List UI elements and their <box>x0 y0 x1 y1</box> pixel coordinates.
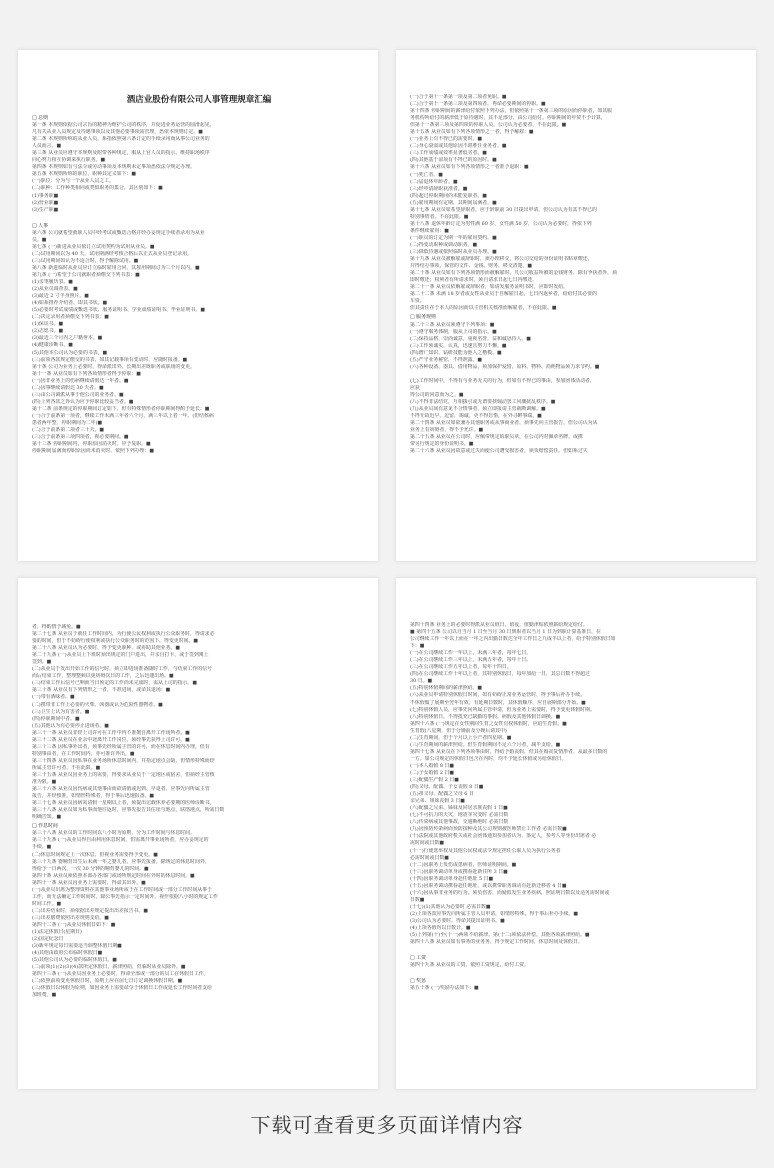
document-page-3 <box>18 578 378 1089</box>
text-line: (三)由公司调派从事于他公司的业务者。■ <box>32 391 124 398</box>
text-line: (1)法定休假日(星期日) <box>32 929 82 936</box>
text-line: 必需时间或日数■ <box>410 854 449 861</box>
text-line: (二)休息时间规定上一次休息，但视业务需要得予变更。■ <box>32 851 158 858</box>
text-line: (3)最近三个月内之户籍誊本。■ <box>32 335 103 342</box>
text-line: 第六条 公司就希望就职人员中经考试或甄选合格并经办妥规定手续者录用为从业 <box>32 229 205 236</box>
text-line: (二)从业员于发出开始工作的信号时，须立即进场准备随时工作，与结束工作的信号 <box>32 666 212 673</box>
text-line: (四)增广知识，钻研技能为他人之楷模。■ <box>410 349 502 356</box>
text-line: 第二十三条 从业员须遵守下列事项：■ <box>410 321 495 328</box>
text-line: 第二十一条 从业员依解雇或辞职者，如请发服务证明书时，应即时发给。 <box>410 284 569 291</box>
document-page-2 <box>396 50 756 561</box>
text-line: (三)降低待遇或依照临时从业员办理。■ <box>410 249 497 256</box>
text-line: 生育假(八星期，但于分娩前及分娩后请其中) <box>410 727 507 734</box>
page-4-body <box>410 622 744 992</box>
text-line: (十七)(1)其他认为必要时 必需日数■ <box>410 903 491 910</box>
text-line: 人员而言。■ <box>32 143 62 150</box>
text-line: (2)上项各款应事先向所属主管人员申请，如情形特殊，得于事后补办手续。■ <box>410 910 579 917</box>
text-line: (四)父母、配偶、子女丧假 8 日■ <box>410 784 484 791</box>
document-page-1 <box>18 50 378 561</box>
text-line: 并得结办事项，保管的文件、金钱、财务，移交清楚。■ <box>410 263 532 270</box>
text-line: (二)合于第十一条第三项及第四项者，再命必要期间的停职。■ <box>410 101 546 108</box>
text-line: (一)职位：分为与一个从业人员之工。 <box>32 178 115 185</box>
page-1-body <box>32 115 366 455</box>
text-line: 第二十条 从业员如有下列各项情形而被解雇时，凡公司收益所被的金钱财务，除有争执者外，须 <box>410 270 617 277</box>
text-line: □ 服务规则 <box>410 314 436 321</box>
text-line: (三)出差膳费依照出差规则支给。■ <box>32 914 109 921</box>
text-line: (一)合于第十一条第一项及第二项者免职。■ <box>410 94 507 100</box>
text-line: (3)公司认为必要时，得命其提出证明书。■ <box>410 917 505 924</box>
text-line: (十一)行使选举权及其他公民权或法令规定担任公职人员为执行公务者 <box>410 847 561 854</box>
text-line: (五)祖父母、配偶之父母 6 日 <box>410 791 474 798</box>
text-line: 准为限。■ <box>32 779 57 786</box>
text-line: (4)健康诊断书。■ <box>32 342 73 349</box>
text-line: (三)合于前条第三项四项者，视必要期间。■ <box>32 434 129 441</box>
text-line: 第十条 公司为业务上必要时，得命派出外，长期出差既职务或职场的变更。 <box>32 363 195 370</box>
text-line: 第十五条 从业员如有下列各项情形之一者，得予解雇：■ <box>410 129 534 136</box>
text-line: (5)上列第(十)至(十一)两项不给薪津。第(十二)项依法补偿。其他各项薪津照给。■ <box>410 932 590 939</box>
text-line: (九)因预防传染病而预防接种及其公司规则被医师禁止工作者 必需日数■ <box>410 826 567 833</box>
text-line: 第九条 (一)希望于公司就职者须缴交下列书表：■ <box>32 271 140 278</box>
text-line: (三)生育期间的薪津照给。但生育假期间不足六个月者，减半支给。■ <box>410 741 561 748</box>
text-line: (四)上列各款之外认为应予停职比较妥当者。■ <box>32 398 134 405</box>
text-line: 第三条 从业员应遵守本规则及附带各种规定，服从上官人员的指示，维持职场秩序 <box>32 150 210 157</box>
text-line: 车资。 <box>410 298 425 305</box>
text-line: (二)决定录用者须缴交下列书表：■ <box>32 314 109 321</box>
text-line: 第四十条 从业员须依照本部办各部门或场所规定时间在外时的休息时间。■ <box>32 872 195 879</box>
text-line: (四)在公司继续工作十年以上者，其特别休假日，每年加给一日，其总日数不得超过 <box>410 671 590 678</box>
text-line: (1)保证书。■ <box>32 321 64 328</box>
text-line: (八)不得非法结党，互相援引或无谓要挟煽动罢工风潮扰乱秩序。■ <box>410 398 556 405</box>
text-line: 公司继续工作一年以上而在一年之内出勤日数达全年工作日之九成半以上者，给予特别休假日如 <box>410 636 616 643</box>
text-line: 一方。如公司规定的休假日包含在内时，均不予延长休假或另给休假日。 <box>410 755 567 762</box>
text-line: (二)出差结束时，须依据出差规定提出出差报告书。■ <box>32 907 149 914</box>
text-line: (三)工作须诚实，认真，迅速且努力不懈。■ <box>410 342 507 349</box>
text-line: 应获 <box>410 384 420 391</box>
text-line: 第十四条 停职期间的薪津给付依照下列办法，但依照第十一条第三项的原因而停职者，如其服 <box>410 108 613 115</box>
text-line: (四)停职期间中者。■ <box>32 715 80 722</box>
text-line: (二)合于前条第二项者三十天。■ <box>32 427 105 434</box>
text-line: 第四十四条 业务上的必要时得派从业员值日、值夜。值勤津贴依照薪给规定给付。 <box>410 622 588 628</box>
text-line: 第二十二条 未满 18 岁者或女性从业员于自解雇日起，七日内返乡者，给给付其必要的 <box>410 291 597 298</box>
text-line <box>410 371 744 378</box>
text-line: (六)从业员申请特别休假日时间，如有妨碍正常业务运营时，得予事后补办手续。 <box>410 692 585 699</box>
text-line: 即时缴还；权利者有所请求时，须自请求日起七日内缴还。 <box>410 277 538 284</box>
text-line: (二)试用期间以为 40 天，试用期满经考核合格后以正式从业员登记录用。 <box>32 250 192 257</box>
text-line: 第十三条 停职期间内，停职原因消灭时，应予复职。■ <box>32 441 151 448</box>
text-line: 第十一条 从业员如有下列各项情形者得予停职：■ <box>32 370 141 377</box>
text-line: (一)本人婚假 8 日■ <box>410 762 455 769</box>
document-page-4 <box>396 578 756 1089</box>
text-line: (三)在公司继续工作五年以上者，每年十四日。 <box>410 664 512 671</box>
text-line: 第十九条 从业员被解雇或辞职时，须办理移交，将公司交给的身份证明书贴章缴还， <box>410 256 593 263</box>
text-line: (3)生产职■ <box>32 206 59 213</box>
text-line: (二)职种：工作种类相同或类似职务的集合，其区别如下：■ <box>32 185 163 192</box>
text-line: 第三十五条 从业员因业务上的需要，得要求从业员于一定地区或宿舍，但须经主管核 <box>32 771 215 778</box>
text-line: 带另行规定的身份证明书。■ <box>410 441 474 448</box>
text-line: (一)遵守服务体制，服从上司的指示。■ <box>410 328 497 335</box>
text-line: 时间工作。■ <box>32 900 62 907</box>
text-line: 要的时间，但于不妨碍行使权利或执行公众职务时的范围下，得变更时间。■ <box>32 638 199 645</box>
text-line: □ 人事 <box>32 222 48 229</box>
text-line: (5)其他公司认为必要的临时休假日。■ <box>32 957 117 964</box>
text-line: (二)身心衰弱或其他原因不堪胜任业务者。■ <box>410 143 507 150</box>
text-line: 凡有关从业人员规定及待遇事项以及其他必要事项需管理，悉依本规则订定。■ <box>32 129 203 136</box>
text-line: (2)营业职■ <box>32 199 59 206</box>
text-line: 亲兄弟、姐妹丧假 3 日■ <box>410 798 465 805</box>
text-line: (三)配偶生产假 2 日■ <box>410 777 459 784</box>
text-line: 第十二条 前条规定的停职期间订定如下，但有特殊情形者停职期间得酌予延长：■ <box>32 405 210 412</box>
text-line: 但其责任在于本人的原因而以主管机关核准而解雇者，不在此限。■ <box>410 305 557 312</box>
text-line: 第三十四条 从业员因私事在业务场所休息时间内，并指定地点会晤，但情形特殊而经 <box>32 757 215 764</box>
text-line: (三)结束工作后信号已响而当日预定的工作尚未完成时，需从上司的指示。■ <box>32 680 197 687</box>
text-line: 第七条 (一)新进从业员依订立试用契约为试用从业员。■ <box>32 243 155 250</box>
text-line: (九)从业员间有意见不合情事者，须立即报请主管裁断调解。■ <box>410 406 546 413</box>
text-line: (六)配偶之兄弟、姊妹及同居亲族丧假 1 日■ <box>410 805 508 812</box>
text-line: (一)合于前条第一项者，继续工作未满三年者六个月，满三年以上者一年。(但结核病 <box>32 412 214 419</box>
text-line: 所属主管许可者，不在此限。■ <box>32 764 101 771</box>
text-line: 第三十九条 婴哺育出生后未满一年之婴儿者，应事先报备，除规定的休息时间外， <box>32 858 210 865</box>
text-line: (八)传染病或其他事故，交通断绝时 必需日数 <box>410 819 509 826</box>
text-line: (十)法院或其他政府机关或社会团体通知参加者认为，鉴定人，参考人等身份出席者 必 <box>410 833 597 840</box>
text-line: □ 奖惩 <box>410 978 426 985</box>
text-line: 业务上有妨碍者，得不予允许。■ <box>410 427 484 434</box>
text-line: 患者两年整，停职期间为二年)■ <box>32 419 103 426</box>
text-line: 第四十六条 (一)规定在女性期间生育之女性有权休假时，应给生育假。■ <box>410 720 567 727</box>
text-line: 第三十三条 因私事外出者，须事先经所属主管的许可，而在休息时间内办理，但有 <box>32 743 210 750</box>
text-line: 第八条 新进临时从业员应订立临时雇用合同，其雇用期间订为三个月以内。■ <box>32 264 200 271</box>
text-line: (二)携带非工作上必要的火柴、凶器或认为危险性器物者。■ <box>32 701 163 708</box>
text-line: (二)前项(1)(2)(3)(4)款所定休假日，薪津照给，但临时从业员除外。■ <box>32 964 186 971</box>
text-line: 第二十五条 从业员在公司时，应佩带规定的职员章，在公司内对佩章名牌。或携 <box>410 434 583 441</box>
text-line: 特别事由者，在工作时间内，亦可准许外出。■ <box>32 750 135 757</box>
text-line <box>410 969 744 976</box>
text-line: 第三十条 从业员有下列情形之一者，不准进场，或命其退场：■ <box>32 687 171 694</box>
text-line: (八)特别休假日，不得抵充已缺勤的事假。病假及其他休假日调换。■ <box>410 713 561 720</box>
text-line: (十六)因从事非业务的行为，须负伤害，而疑似发生业务疾病，照证明日数以及适务需时间或 <box>410 889 610 896</box>
text-line: 日数■ <box>410 896 425 903</box>
text-line: (六)各种设备、器具、借用物品，须加保护爱惜，原料、物料、消耗物品须力求节约。■ <box>410 363 600 370</box>
text-line: 手续。■ <box>32 844 52 851</box>
text-line: (二)在公司继续工作三年以上，未满五年者，每年十日。 <box>410 657 532 664</box>
text-line: (二)因事继续请假达 30 天者。■ <box>32 384 104 391</box>
text-line: 第十七条 从业员如希望辞职者，应于辞职前 30 日提出申请，但公司认为有其不得已的 <box>410 206 597 213</box>
text-line: (一)从业员出席为整理资料在其他事业场所或于在工作时间或一部分工作时间从事于 <box>32 886 212 893</box>
text-line: (二)依照前项变更休假日时，原则上应在前七日订定调换休假日期。■ <box>32 978 183 985</box>
text-line: (4)上项各假均以日数计。■ <box>410 925 471 932</box>
text-line: 特别事情者，不在此限。■ <box>410 213 469 220</box>
text-line: 者，得酌情予减免。■ <box>32 624 81 630</box>
text-line: (一)职员的订定为期一年的雇用契约。■ <box>410 234 497 241</box>
text-line: (三)工作成绩或效率显著低劣者。■ <box>410 150 487 157</box>
text-line: 条件继续雇用：■ <box>410 227 449 234</box>
text-line: 第一条 本规则依据公司宗旨的精神为维护公司的秩序，并促进业务运营的圆滑起见， <box>32 122 215 129</box>
text-line: (1)亲笔履历表。■ <box>32 279 73 286</box>
text-line: 明确告知。■ <box>32 814 62 821</box>
text-line: (5)必要时考试成绩或甄选书状、服务证明书、学业成绩证明书、毕业证明书。■ <box>32 307 205 314</box>
text-line: (三)休假日以休假为原则，如因业务上需要命令于休假日工作或延长工作时间者支给 <box>32 985 212 992</box>
text-line: (一)带有酒味者。■ <box>32 694 75 701</box>
text-line: (二)生育期间，但于个月以上小产者四星期。■ <box>410 734 512 741</box>
text-line: 签到。■ <box>32 659 52 666</box>
text-line: (一)业务上有不得已的需要时。■ <box>410 136 483 143</box>
text-line: 得给予一日两次，一次 30 分钟的哺育婴儿的时间。■ <box>32 865 149 872</box>
text-line: (五)严守业务秘密，不得泄露。■ <box>410 356 483 363</box>
text-line: (四)超过停职期间尚未能复职者。■ <box>410 192 487 199</box>
text-line: 第十八条 退休年龄订定为男性满 60 岁，女性满 50 岁，公司认为必要时，得依下列 <box>410 220 592 227</box>
text-line: 第四十七条 从业员在下列各项事由时，得给予婚丧假，但其在婚丧复情形者，从最多日数的 <box>410 748 608 755</box>
text-line: 第五条 本规则所称的职位，职种其定义如下：■ <box>32 171 136 178</box>
text-line: 第二十六条 从业员因故意或过失而使公司遭受损害者，须负赔偿责任。但如系过失 <box>410 448 588 455</box>
text-line: 第十六条 从业员如有下列各项情形之一者准予退职：■ <box>410 164 529 171</box>
text-line: ■ 第四十五条 公司以自当月 1 日至当月 30 日到职者以当月 1 日为到职计算基准日，在 <box>410 629 601 636</box>
text-line: 第三十一条 从业员非经上司许可在工作中内不准擅自离开工作场所者。■ <box>32 729 190 736</box>
page-3-body <box>32 624 366 999</box>
text-line: 第四条 本规则如有与法令或劳动事项及本规则未定事项悉依法令规定办理。 <box>32 164 195 171</box>
download-more-caption: 下载可查看更多页面详情内容 <box>250 1113 524 1137</box>
text-line: 第四十三条 (一)从业员因业务上必要时，得命全部或一部分的员工在休假日工作。 <box>32 971 209 978</box>
text-line: 得公司的同意而为之。■ <box>410 391 464 398</box>
text-line: (一)因非业务上的伤病继续请假达一年者。■ <box>32 377 129 384</box>
text-line: 30 日。■ <box>410 678 433 685</box>
text-line: (十三)因职务调动单身或携眷赴新住所 3 日■ <box>410 868 508 875</box>
text-line: 务机构所给付的薪津低于原待遇时，其不足部分，由公司给付。停职期间的年资不予计算， <box>410 115 606 122</box>
text-line <box>410 946 744 953</box>
text-line: (三)试用期间如认为不适合时，得予解除试用。■ <box>32 257 139 264</box>
text-line: (二)得变动职种或调动职务。■ <box>410 241 478 248</box>
text-line: □ 工资 <box>410 955 426 962</box>
text-line: (十五)因职务调动携眷赴任地址，或以携带职务调动有赴新迁移者 4 日■ <box>410 882 567 889</box>
text-line: (七)特别休假人员，应事先向所属主管申请，但为业务上需要时，得予变更休假时期。 <box>410 706 595 713</box>
text-line: 第四十八条 从业员如有事务的业务务，得予规定工作时间，休息时间及休假日。 <box>410 939 583 946</box>
text-line: (十二)因职务上负伤或患病者，医师证明期间。■ <box>410 861 517 868</box>
text-line: 但第十一条第三项及第四项的停职人员，公司认为必要者，不在此限。■ <box>410 122 567 129</box>
text-line: (3)最近 2 寸半身照片。■ <box>32 293 89 300</box>
text-line: (4)其他由政府公布临时休假日■ <box>32 950 103 957</box>
text-line: 报告，并经核准，如情形特殊者，得于事后迅速报备。■ <box>32 793 154 800</box>
text-line: 第四十九条 从业员的工资，依照工资规定，给付工资。 <box>410 962 529 969</box>
text-line: 第三十九条 (一)从业员得自由利用休息时间，但需离开事业场所者，应办妥规定的 <box>32 837 209 844</box>
text-line: (3)新年规定每日需要适当调整休假日期■ <box>32 943 122 950</box>
text-line: (1)事务职■ <box>32 192 59 199</box>
text-line: (4)如系推荐介绍者，即其书状。■ <box>32 300 108 307</box>
text-line: (七)不可抗力的天灾，地震等灾变时 必需日数 <box>410 812 509 819</box>
text-line: (四)其他基于前项有不得已的原因时。■ <box>410 157 497 164</box>
text-line: (一)死亡者。■ <box>410 171 443 178</box>
text-line: 第二条 本规则所称的从业人员，系指依照第六条订定的手续录用而从事公司业务的 <box>32 136 210 143</box>
text-line: 不休假做了展期至翌年有效，有延期日数时，其休假顺序，应自展期部分开始。■ <box>410 699 586 706</box>
text-line: 工作，而无法确定工作时间时，除公事先指示一定时间外，视作依据八小时的规定工作 <box>32 893 218 900</box>
text-line: (二)子女婚假 2 日■ <box>410 769 455 776</box>
text-line: (三)经申请辞职获准者。■ <box>410 185 468 192</box>
text-line: (2)从业员调查表。■ <box>32 286 78 293</box>
text-line: (五)雇用期间有定期，其期间届满者。■ <box>410 199 497 206</box>
text-line: 不得无故迟早，逗留，竭诚，更不得怠惰，在外寻衅事端。■ <box>410 413 542 420</box>
text-line: 第三十八条 从业员如为私事而他往返时，应事先报告其住址与地点，联络地点，所需日数 <box>32 807 225 814</box>
text-line: 第二十九条 (一)从业员上下班时须出规定的门户进出，并亲自打卡，或于签到簿上 <box>32 652 209 659</box>
text-line: (5)其他本公司认为必要的书表。■ <box>32 349 108 356</box>
text-line: 第二十七条 从业员于就任工作时间内，为行使公民权利或执行公众职务时，得请求必 <box>32 631 215 638</box>
text-line <box>32 214 366 221</box>
text-line: 第四十一条 从业员因业务上需要时，得命其出外。■ <box>32 879 146 886</box>
text-line: (五)其他认为有必要停止进场者。■ <box>32 722 109 729</box>
text-line: 需时间或日数■ <box>410 840 444 847</box>
text-line: (2)志愿书。■ <box>32 328 64 335</box>
text-line: (2)国定纪念日 <box>32 936 64 943</box>
text-line: (二)保持品格，崇尚诚意，重视名誉，益和诚恳待人。■ <box>410 335 531 342</box>
text-line: 第二十四条 从业员如欲兼办其他职务或从事商业者，须事先向主管报告，但公司认为从 <box>410 420 598 427</box>
text-line: 第三十七条 从业员因病需请假一星期以上者，须提出记载休养必要期的医师诊断书。 <box>32 800 215 807</box>
text-line: 第三十八条 从业员的工作时间以八小时为原则，分为工作时间与休息时间。 <box>32 830 195 837</box>
text-line: (七)工作时间中，不得有与业务无关的行为，但如有不得已的事由，参加团体活动者， <box>410 377 595 384</box>
text-line: 停职期间届满而停职原因尚未消灭时，依照下列办理：■ <box>32 448 154 455</box>
text-line: 下：■ <box>410 643 425 650</box>
text-line: □ 作息时间 <box>32 823 58 830</box>
text-line: 加班费。■ <box>32 992 57 999</box>
text-line: 第二十八条 从业员认为必要时，得予变更职种，或协助其他业务。■ <box>32 645 181 652</box>
text-line: 而后结束工作，整理整顿以免妨碍次日的工作，之后迅速出场。■ <box>32 673 174 680</box>
text-line: (三)前项各款规定缴交的书表，如其记载事项有变动时，应随时报备。■ <box>32 356 188 363</box>
text-line: 第三十二条 从业员在业余中途离开工作岗位，须经事先获得上司许可。■ <box>32 736 190 743</box>
page-2-body <box>410 94 744 455</box>
text-line: (十四)因职务调动单身赴任地址 5 日■ <box>410 875 494 882</box>
text-line: (二)届退休年龄者。■ <box>410 178 458 185</box>
document-title: 酒店业股份有限公司人事管理规章汇编 <box>126 95 272 105</box>
text-line: 第五十条 (一)奖励办法如下：■ <box>410 985 479 992</box>
text-line: 第四十二条 (一)从业员休假日如下：■ <box>32 921 116 928</box>
text-line: □ 总则 <box>32 115 48 121</box>
text-line: (五)特别休假期间的薪津照给。■ <box>410 685 483 692</box>
text-line: (三)卫生上认为有害者。■ <box>32 708 90 715</box>
text-line: 员。■ <box>32 236 47 243</box>
text-line: 第三十六条 从业员因伤病或其他事由而欲请假或迟到、早退者，应事先向所属主管 <box>32 786 210 793</box>
text-line: (一)在公司继续工作一年以上，未满三年者，每年七日。 <box>410 650 532 657</box>
text-line: 同心努力相互协调来执行职务。■ <box>32 157 106 164</box>
